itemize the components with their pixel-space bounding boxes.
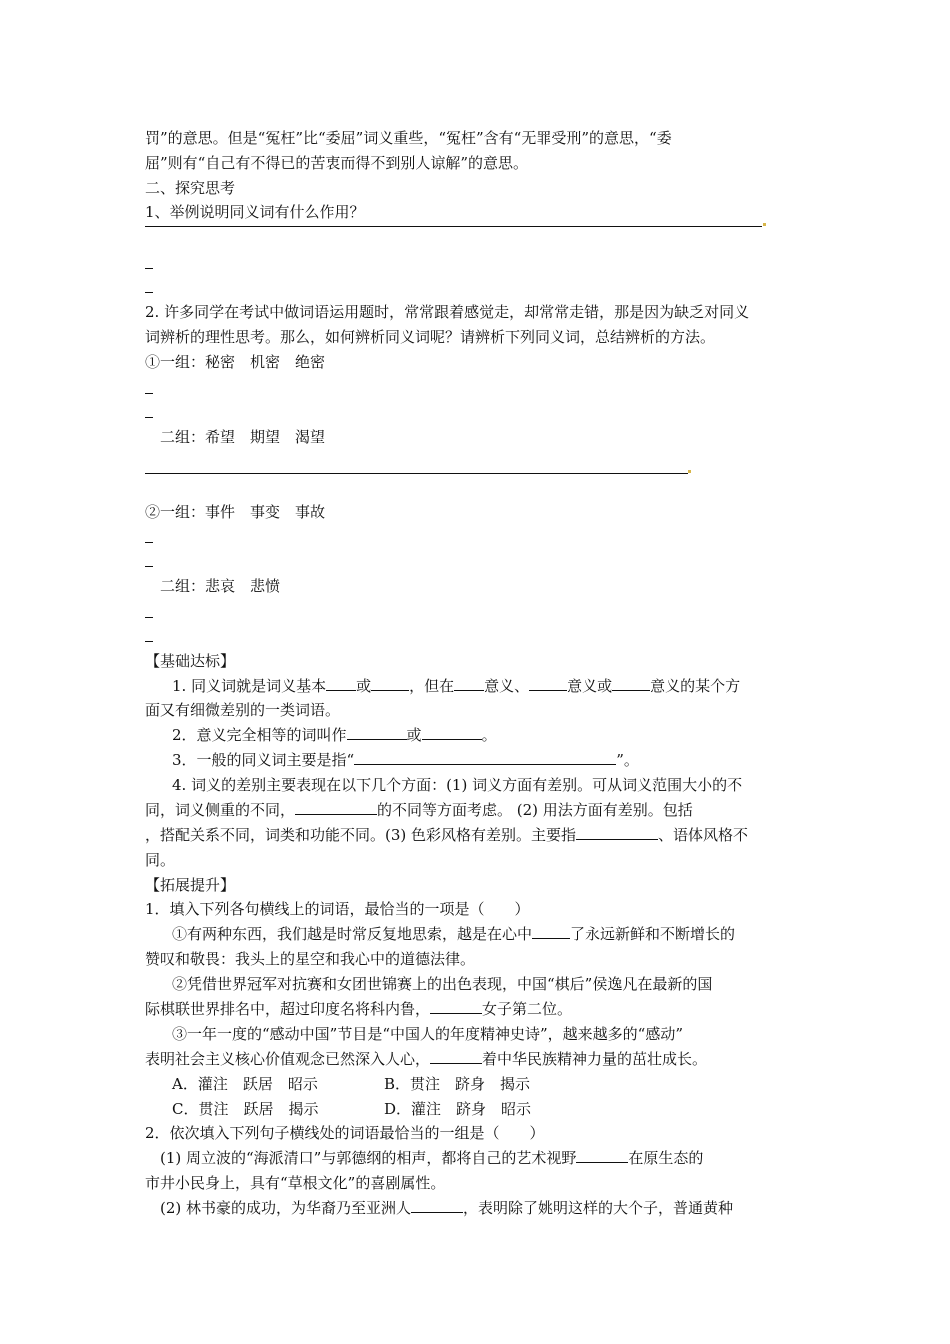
ext-q2-sentence-1: (1) 周立波的“海派清口”与郭德纲的相声，都将自己的艺术视野 在原生态的 (160, 1149, 704, 1167)
mark (763, 223, 766, 226)
ext-sentence-1-cont: 赞叹和敬畏：我头上的星空和我心中的道德法律。 (145, 950, 476, 968)
answer-line (145, 226, 762, 227)
option-c: C．贯注 跃居 揭示 (172, 1100, 319, 1118)
basic-item-1-cont: 面又有细微差别的一类词语。 (145, 701, 341, 719)
section-heading: 二、探究思考 (145, 179, 236, 197)
answer-dash (145, 566, 153, 567)
answer-dash (145, 617, 153, 618)
basic-item-3: 3．一般的同义词主要是指“ ”。 (172, 751, 639, 769)
group-1-1: ①一组：秘密 机密 绝密 (145, 353, 326, 371)
ext-sentence-3: ③一年一度的“感动中国”节目是“中国人的年度精神史诗”，越来越多的“感动” (172, 1025, 684, 1043)
basic-item-4-line3: ，搭配关系不同，词类和功能不同。(3) 色彩风格有差别。主要指 、语体风格不 (145, 826, 749, 844)
ext-question-2: 2．依次填入下列句子横线处的词语最恰当的一组是（ ） (145, 1124, 545, 1142)
answer-dash (145, 641, 153, 642)
option-a: A．灌注 跃居 昭示 (172, 1075, 318, 1093)
question-2: 2. 许多同学在考试中做词语运用题时，常常跟着感觉走，却常常走错，那是因为缺乏对同义 (145, 303, 750, 321)
answer-dash (145, 542, 153, 543)
ext-sentence-1: ①有两种东西，我们越是时常反复地思索，越是在心中 了永远新鲜和不断增长的 (172, 925, 736, 943)
option-b: B．贯注 跻身 揭示 (384, 1075, 531, 1093)
group-2-2: 二组：悲哀 悲愤 (160, 577, 281, 595)
answer-dash (145, 417, 153, 418)
basic-item-4-line2: 同，词义侧重的不同， 的不同等方面考虑。 (2) 用法方面有差别。包括 (145, 801, 693, 819)
answer-dash (145, 268, 153, 269)
paragraph-line: 罚”的意思。但是“冤枉”比“委屈”词义重些，“冤枉”含有“无罪受刑”的意思，“委 (145, 129, 672, 147)
ext-q2-sentence-2: (2) 林书豪的成功，为华裔乃至亚洲人 ，表明除了姚明这样的大个子，普通黄种 (160, 1199, 734, 1217)
group-2-1: ②一组：事件 事变 事故 (145, 503, 326, 521)
question-2-cont: 词辨析的理性思考。那么，如何辨析同义词呢？请辨析下列同义词，总结辨析的方法。 (145, 328, 716, 346)
ext-q2-sentence-1-cont: 市井小民身上，具有“草根文化”的喜剧属性。 (145, 1174, 446, 1192)
option-d: D．灌注 跻身 昭示 (384, 1100, 532, 1118)
ext-sentence-3-cont: 表明社会主义核心价值观念已然深入人心， 着中华民族精神力量的茁壮成长。 (145, 1050, 708, 1068)
basic-item-4-line4: 同。 (145, 851, 176, 869)
basic-item-4: 4. 词义的差别主要表现在以下几个方面：(1) 词义方面有差别。可从词义范围大小的不 (172, 776, 743, 794)
answer-dash (145, 393, 153, 394)
basic-item-1: 1. 同义词就是词义基本 或 ，但在 意义、 意义或 意义的某个方 (172, 677, 741, 695)
ext-sentence-2-cont: 际棋联世界排名中，超过印度名将科内鲁， 女子第二位。 (145, 1000, 573, 1018)
ext-sentence-2: ②凭借世界冠军对抗赛和女团世锦赛上的出色表现，中国“棋后”侯逸凡在最新的国 (172, 975, 713, 993)
answer-line (145, 473, 688, 474)
question-1: 1、举例说明同义词有什么作用？ (145, 203, 365, 221)
paragraph-line: 屈”则有“自己有不得已的苦衷而得不到别人谅解”的意思。 (145, 154, 529, 172)
extension-heading: 【拓展提升】 (145, 876, 236, 894)
group-1-2: 二组：希望 期望 渴望 (160, 428, 326, 446)
basic-item-2: 2．意义完全相等的词叫作 或 。 (172, 726, 497, 744)
answer-dash (145, 292, 153, 293)
ext-question-1: 1．填入下列各句横线上的词语，最恰当的一项是（ ） (145, 900, 530, 918)
basic-heading: 【基础达标】 (145, 652, 236, 670)
mark (688, 470, 691, 473)
